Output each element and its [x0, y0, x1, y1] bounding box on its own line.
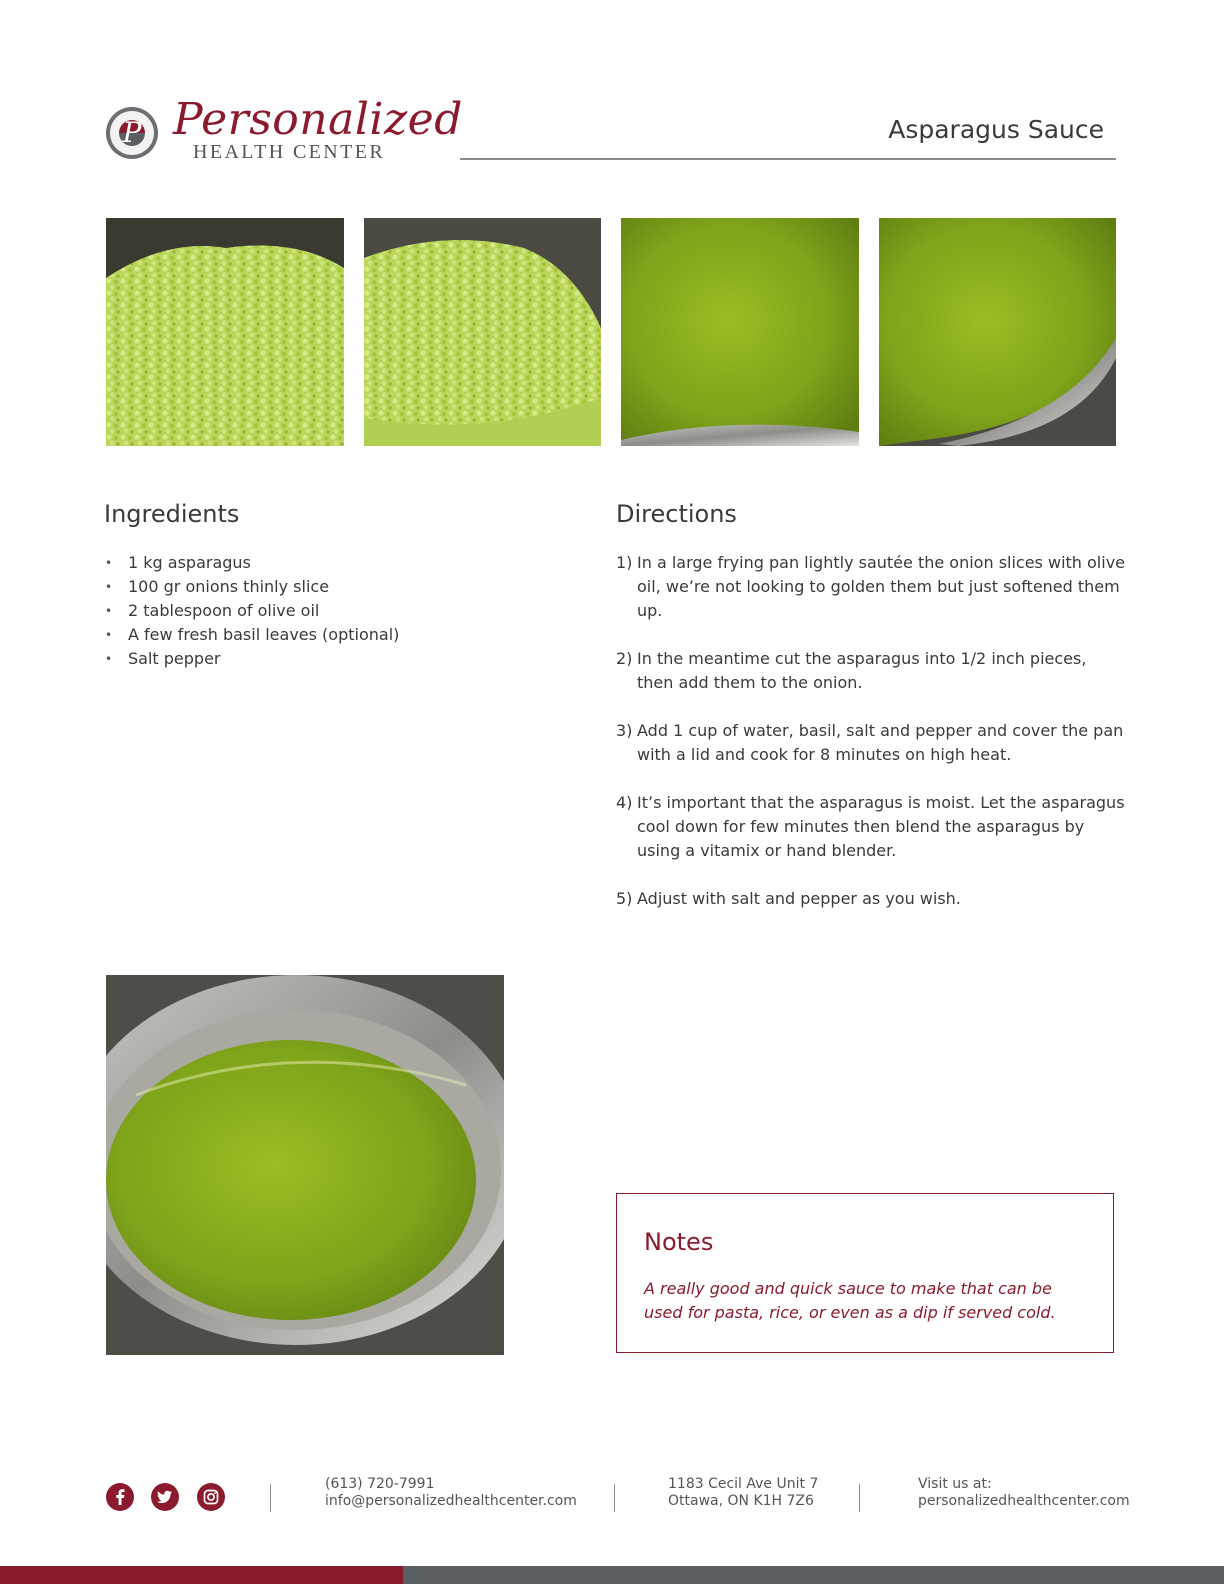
list-item: • 100 gr onions thinly slice	[105, 575, 565, 599]
twitter-icon[interactable]	[151, 1483, 179, 1511]
logo-script-text: Personalized	[173, 94, 463, 145]
footer-address-line1: 1183 Cecil Ave Unit 7	[668, 1476, 819, 1492]
logo-monogram-icon	[105, 106, 159, 160]
footer-phone: (613) 720-7991	[325, 1476, 435, 1492]
asparagus-puree-photo-1	[621, 218, 859, 446]
footer-address	[668, 1476, 818, 1510]
footer-website	[918, 1476, 1130, 1510]
asparagus-sauce-bowl-photo	[106, 975, 504, 1355]
list-item: • 2 tablespoon of olive oil	[105, 599, 565, 623]
page-title: Asparagus Sauce	[888, 115, 1104, 144]
list-item: • Salt pepper	[105, 647, 565, 671]
footer-divider	[614, 1484, 615, 1512]
direction-step	[616, 719, 1126, 767]
list-item: • A few fresh basil leaves (optional)	[105, 623, 565, 647]
title-divider	[460, 158, 1116, 160]
asparagus-minced-photo-2	[364, 218, 601, 446]
footer-contact	[325, 1476, 577, 1510]
direction-step	[616, 887, 1126, 911]
step-number: 4)	[616, 793, 633, 812]
footer-address-line2: Ottawa, ON K1H 7Z6	[668, 1493, 814, 1509]
asparagus-minced-photo-1	[106, 218, 344, 446]
notes-box	[616, 1193, 1114, 1353]
instagram-icon[interactable]	[197, 1483, 225, 1511]
direction-step	[616, 551, 1126, 623]
direction-step	[616, 791, 1126, 863]
step-number: 3)	[616, 721, 633, 740]
step-text: Adjust with salt and pepper as you wish.	[637, 889, 961, 908]
footer-visit-label: Visit us at:	[918, 1476, 992, 1492]
step-text: In a large frying pan lightly sautée the onion slices with olive oil, we’re not looking to golden them but just softened them up.	[637, 553, 1125, 620]
directions-heading: Directions	[616, 500, 737, 528]
step-number: 1)	[616, 553, 633, 572]
logo-subtitle: HEALTH CENTER	[193, 141, 386, 163]
step-text: In the meantime cut the asparagus into 1/2 inch pieces, then add them to the onion.	[637, 649, 1087, 692]
step-number: 5)	[616, 889, 633, 908]
footer-divider	[859, 1484, 860, 1512]
step-text: It’s important that the asparagus is moist. Let the asparagus cool down for few minutes then blend the asparagus by using a vitamix or hand blender.	[637, 793, 1125, 860]
svg-text:P: P	[122, 116, 142, 149]
ingredients-list	[105, 551, 565, 671]
notes-text: A really good and quick sauce to make that can be used for pasta, rice, or even as a dip if served cold.	[644, 1279, 1056, 1322]
brand-logo	[105, 94, 463, 164]
footer-bar-gray	[403, 1566, 1224, 1584]
notes-heading: Notes	[644, 1228, 714, 1256]
direction-step	[616, 647, 1126, 695]
step-text: Add 1 cup of water, basil, salt and pepper and cover the pan with a lid and cook for 8 minutes on high heat.	[637, 721, 1124, 764]
footer-bar-red	[0, 1566, 403, 1584]
footer-website-link[interactable]: personalizedhealthcenter.com	[918, 1493, 1130, 1509]
ingredients-heading: Ingredients	[104, 500, 240, 528]
asparagus-puree-photo-2	[879, 218, 1116, 446]
footer-divider	[270, 1484, 271, 1512]
list-item: • 1 kg asparagus	[105, 551, 565, 575]
step-number: 2)	[616, 649, 633, 668]
footer-email[interactable]: info@personalizedhealthcenter.com	[325, 1493, 577, 1509]
directions-list	[616, 551, 1126, 935]
facebook-icon[interactable]	[106, 1483, 134, 1511]
